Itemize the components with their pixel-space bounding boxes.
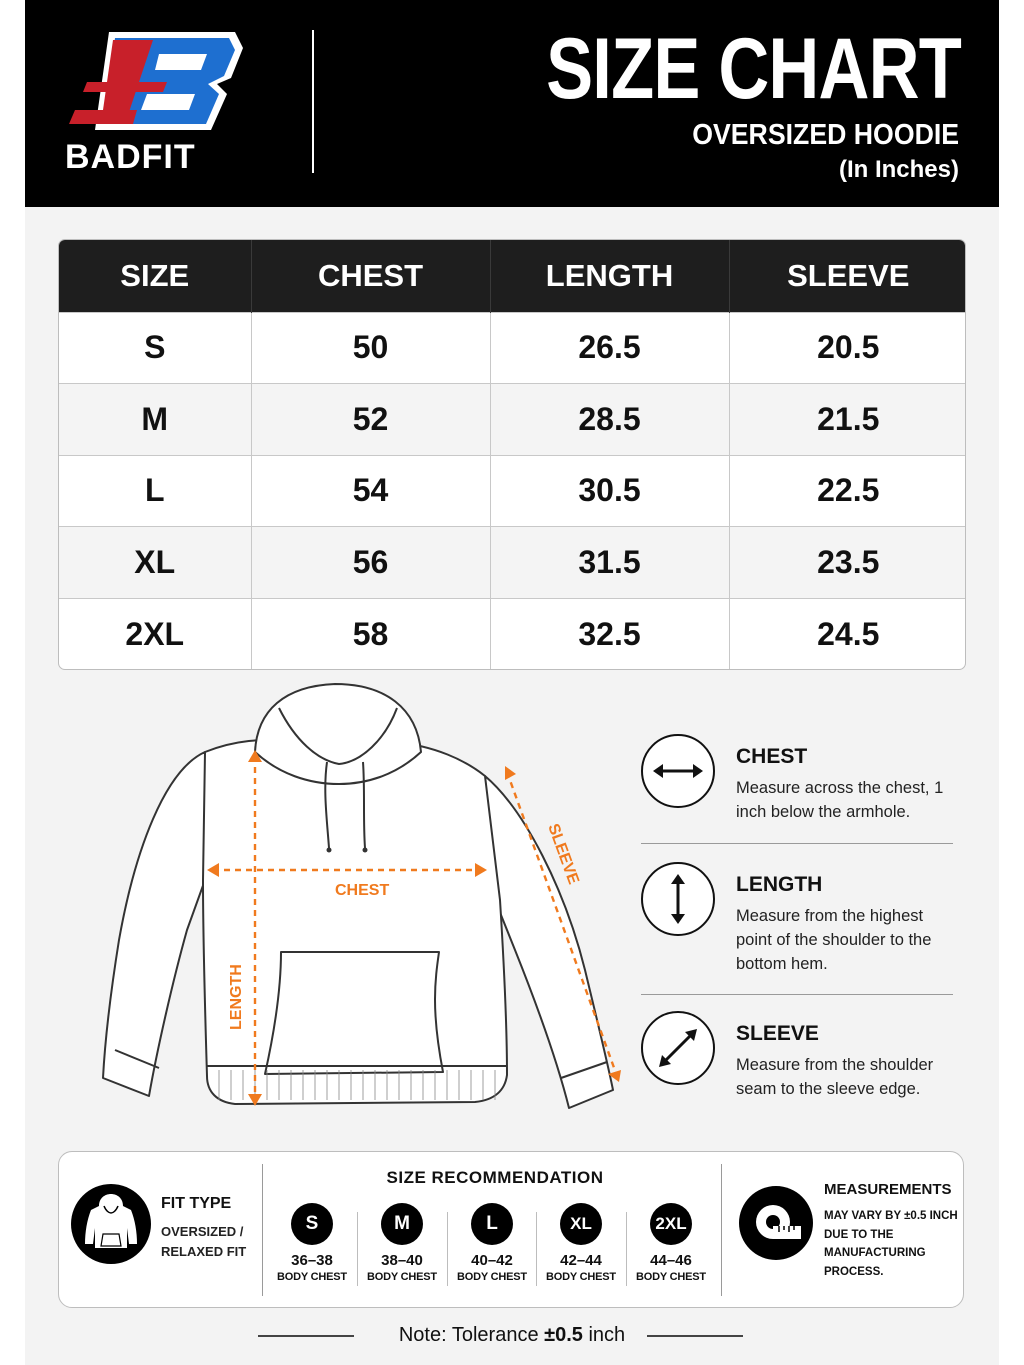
cell-chest: 56 [251, 527, 490, 599]
size-badge: L [471, 1203, 513, 1245]
kangaroo-pocket [265, 952, 443, 1074]
horizontal-arrow-icon [641, 734, 715, 808]
cell-size: S [59, 312, 251, 384]
chest-range: 36–38 [291, 1252, 333, 1269]
recommendation-item-s [269, 1203, 355, 1283]
recommendation-item-l [449, 1203, 535, 1283]
recommendation-divider [626, 1212, 627, 1286]
chest-range-label: BODY CHEST [636, 1271, 706, 1283]
column-header-size: SIZE [59, 240, 251, 312]
size-badge: M [381, 1203, 423, 1245]
cell-chest: 52 [251, 384, 490, 456]
column-header-length: LENGTH [490, 240, 729, 312]
cell-length: 28.5 [490, 384, 729, 456]
guide-chest-title: CHEST [736, 745, 808, 768]
cell-size: XL [59, 527, 251, 599]
section-divider [721, 1164, 722, 1296]
chest-range-label: BODY CHEST [367, 1271, 437, 1283]
size-badge: S [291, 1203, 333, 1245]
size-badge: 2XL [650, 1203, 692, 1245]
cell-sleeve: 20.5 [729, 312, 966, 384]
guide-length-title: LENGTH [736, 873, 823, 896]
column-header-sleeve: SLEEVE [729, 240, 966, 312]
vertical-arrow-icon [641, 862, 715, 936]
guide-divider [641, 994, 953, 995]
header-bar [25, 0, 999, 207]
measurements-title: MEASUREMENTS [824, 1181, 952, 1198]
recommendation-divider [447, 1212, 448, 1286]
recommendation-divider [357, 1212, 358, 1286]
measurements-text: MAY VARY BY ±0.5 INCH DUE TO THE MANUFACTURING PROCESS. [824, 1210, 958, 1278]
table-row [59, 598, 966, 670]
hoodie-diagram [95, 680, 635, 1130]
column-header-chest: CHEST [251, 240, 490, 312]
cell-size: L [59, 455, 251, 527]
chest-range-label: BODY CHEST [457, 1271, 527, 1283]
size-table [58, 239, 966, 670]
fit-type-title: FIT TYPE [161, 1195, 232, 1212]
size-badge: XL [560, 1203, 602, 1245]
tolerance-note [362, 1324, 662, 1347]
note-value: ±0.5 [544, 1324, 583, 1346]
size-recommendation-title: SIZE RECOMMENDATION [386, 1168, 604, 1187]
cell-length: 30.5 [490, 455, 729, 527]
chest-range: 44–46 [650, 1252, 692, 1269]
brand-name: BADFIT [65, 138, 196, 176]
cell-size: 2XL [59, 598, 251, 670]
cell-chest: 58 [251, 598, 490, 670]
cell-sleeve: 24.5 [729, 598, 966, 670]
cell-chest: 50 [251, 312, 490, 384]
hoodie-hood [255, 684, 421, 784]
note-rule-right [647, 1335, 743, 1337]
sleeve-label: SLEEVE [544, 821, 582, 887]
cell-length: 32.5 [490, 598, 729, 670]
page-title: SIZE CHART [546, 21, 961, 117]
note-rule-left [258, 1335, 354, 1337]
cell-size: M [59, 384, 251, 456]
table-row [59, 455, 966, 527]
length-label: LENGTH [228, 964, 245, 1030]
chest-range: 38–40 [381, 1252, 423, 1269]
table-row [59, 384, 966, 456]
recommendation-item-xl [538, 1203, 624, 1283]
guide-sleeve-title: SLEEVE [736, 1022, 819, 1045]
note-prefix: Note: Tolerance [398, 1324, 545, 1346]
guide-divider [641, 843, 953, 844]
measuring-tape-icon [739, 1186, 813, 1260]
cell-sleeve: 22.5 [729, 455, 966, 527]
brand-logo [65, 22, 245, 182]
table-row [59, 527, 966, 599]
table-row [59, 312, 966, 384]
units-label: (In Inches) [838, 156, 959, 183]
diagonal-arrow-icon [641, 1011, 715, 1085]
chest-range: 42–44 [560, 1252, 602, 1269]
fit-type-text [161, 1222, 246, 1262]
chest-range-label: BODY CHEST [277, 1271, 347, 1283]
chest-range: 40–42 [471, 1252, 513, 1269]
fit-type-line-2: RELAXED FIT [161, 1244, 247, 1259]
section-divider [262, 1164, 263, 1296]
guide-sleeve-text: Measure from the shoulder seam to the sleeve edge. [736, 1056, 934, 1098]
recommendation-item-2xl [628, 1203, 714, 1283]
recommendation-divider [536, 1212, 537, 1286]
recommendation-item-m [359, 1203, 445, 1283]
table-header-row [59, 240, 966, 312]
b-logo-icon [67, 26, 243, 136]
guide-length-text: Measure from the highest point of the shoulder to the bottom hem. [736, 907, 932, 973]
fit-type-line-1: OVERSIZED / [161, 1224, 244, 1239]
header-divider [312, 30, 314, 173]
left-sleeve [103, 752, 205, 1096]
note-suffix: inch [582, 1324, 626, 1346]
cell-sleeve: 23.5 [729, 527, 966, 599]
product-subtitle: OVERSIZED HOODIE [692, 119, 959, 151]
chest-range-label: BODY CHEST [546, 1271, 616, 1283]
chest-label: CHEST [335, 882, 390, 899]
cell-sleeve: 21.5 [729, 384, 966, 456]
info-panel [58, 1151, 964, 1308]
cell-chest: 54 [251, 455, 490, 527]
guide-chest-text: Measure across the chest, 1 inch below the armhole. [736, 779, 944, 821]
cell-length: 26.5 [490, 312, 729, 384]
hoodie-icon [71, 1184, 151, 1264]
cell-length: 31.5 [490, 527, 729, 599]
